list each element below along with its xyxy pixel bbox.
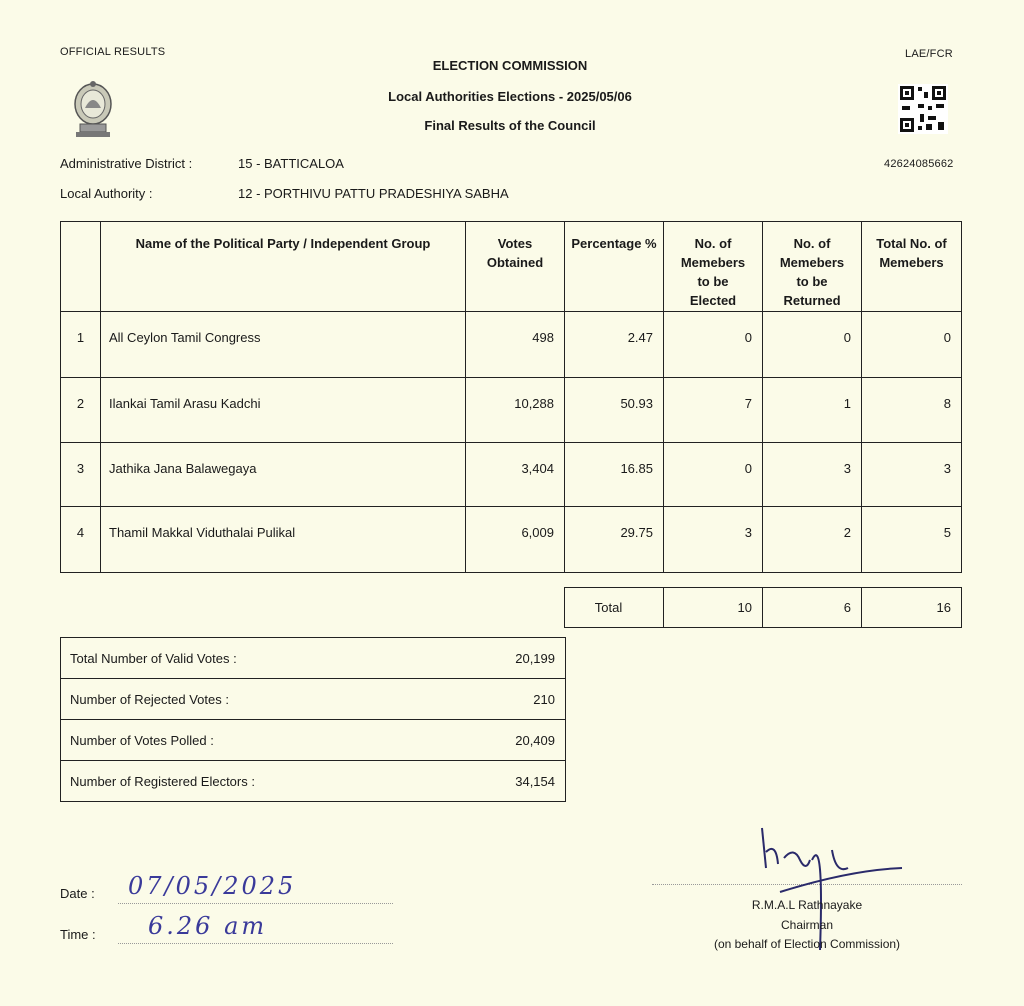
summary-label: Number of Rejected Votes : bbox=[61, 679, 441, 720]
page-subtitle: Local Authorities Elections - 2025/05/06 bbox=[388, 89, 632, 104]
summary-value: 20,409 bbox=[441, 720, 566, 761]
authority-value: 12 - PORTHIVU PATTU PRADESHIYA SABHA bbox=[238, 186, 509, 201]
qr-code-icon bbox=[898, 84, 948, 134]
totals-total: 16 bbox=[862, 588, 962, 628]
party-name: Ilankai Tamil Arasu Kadchi bbox=[101, 378, 466, 443]
totals-label: Total bbox=[565, 588, 664, 628]
table-row bbox=[61, 507, 962, 573]
percentage: 2.47 bbox=[565, 312, 664, 378]
totals-table bbox=[564, 587, 962, 628]
percentage: 16.85 bbox=[565, 443, 664, 507]
table-header-row bbox=[61, 222, 962, 312]
members-elected: 0 bbox=[664, 312, 763, 378]
row-number: 1 bbox=[61, 312, 101, 378]
table-row bbox=[61, 312, 962, 378]
form-code: LAE/FCR bbox=[905, 48, 953, 60]
header-serial bbox=[61, 222, 101, 312]
votes-obtained: 3,404 bbox=[466, 443, 565, 507]
summary-label: Number of Votes Polled : bbox=[61, 720, 441, 761]
official-results-label: OFFICIAL RESULTS bbox=[60, 46, 166, 58]
signatory-name: R.M.A.L Rathnayake bbox=[751, 898, 863, 912]
table-row bbox=[61, 443, 962, 507]
document-number: 42624085662 bbox=[884, 158, 954, 170]
members-returned: 0 bbox=[763, 312, 862, 378]
district-value: 15 - BATTICALOA bbox=[238, 156, 344, 171]
header-returned: No. of Memebers to be Returned bbox=[763, 222, 862, 312]
percentage: 29.75 bbox=[565, 507, 664, 573]
signatory-role: Chairman bbox=[780, 918, 834, 932]
date-value-handwritten: 07/05/2025 bbox=[128, 872, 297, 900]
totals-returned: 6 bbox=[763, 588, 862, 628]
page-subtitle-2: Final Results of the Council bbox=[424, 118, 596, 133]
percentage: 50.93 bbox=[565, 378, 664, 443]
members-total: 8 bbox=[862, 378, 962, 443]
totals-row bbox=[565, 588, 962, 628]
time-value-handwritten: 6.26 am bbox=[148, 912, 268, 940]
party-name: Thamil Makkal Viduthalai Pulikal bbox=[101, 507, 466, 573]
summary-row bbox=[61, 720, 566, 761]
table-row bbox=[61, 378, 962, 443]
summary-label: Number of Registered Electors : bbox=[61, 761, 441, 802]
party-name: Jathika Jana Balawegaya bbox=[101, 443, 466, 507]
on-behalf-text: (on behalf of Election Commission) bbox=[713, 937, 901, 951]
members-total: 3 bbox=[862, 443, 962, 507]
votes-obtained: 498 bbox=[466, 312, 565, 378]
summary-row bbox=[61, 638, 566, 679]
district-label: Administrative District : bbox=[60, 156, 193, 171]
members-elected: 3 bbox=[664, 507, 763, 573]
summary-value: 34,154 bbox=[441, 761, 566, 802]
votes-obtained: 6,009 bbox=[466, 507, 565, 573]
members-returned: 1 bbox=[763, 378, 862, 443]
members-returned: 2 bbox=[763, 507, 862, 573]
authority-label: Local Authority : bbox=[60, 186, 153, 201]
totals-elected: 10 bbox=[664, 588, 763, 628]
header-votes: Votes Obtained bbox=[466, 222, 565, 312]
page-title: ELECTION COMMISSION bbox=[432, 58, 588, 73]
emblem-icon bbox=[68, 78, 118, 140]
row-number: 4 bbox=[61, 507, 101, 573]
summary-value: 210 bbox=[441, 679, 566, 720]
header-total: Total No. of Memebers bbox=[862, 222, 962, 312]
members-elected: 7 bbox=[664, 378, 763, 443]
members-elected: 0 bbox=[664, 443, 763, 507]
date-label: Date : bbox=[60, 886, 95, 901]
row-number: 2 bbox=[61, 378, 101, 443]
vote-summary-table bbox=[60, 637, 566, 802]
results-table bbox=[60, 221, 962, 573]
summary-row bbox=[61, 679, 566, 720]
header-percentage: Percentage % bbox=[565, 222, 664, 312]
header-party: Name of the Political Party / Independent Group bbox=[101, 222, 466, 312]
votes-obtained: 10,288 bbox=[466, 378, 565, 443]
members-total: 0 bbox=[862, 312, 962, 378]
date-line bbox=[118, 903, 393, 904]
time-line bbox=[118, 943, 393, 944]
header-elected: No. of Memebers to be Elected bbox=[664, 222, 763, 312]
summary-row bbox=[61, 761, 566, 802]
row-number: 3 bbox=[61, 443, 101, 507]
time-label: Time : bbox=[60, 927, 96, 942]
summary-value: 20,199 bbox=[441, 638, 566, 679]
party-name: All Ceylon Tamil Congress bbox=[101, 312, 466, 378]
members-total: 5 bbox=[862, 507, 962, 573]
summary-label: Total Number of Valid Votes : bbox=[61, 638, 441, 679]
members-returned: 3 bbox=[763, 443, 862, 507]
